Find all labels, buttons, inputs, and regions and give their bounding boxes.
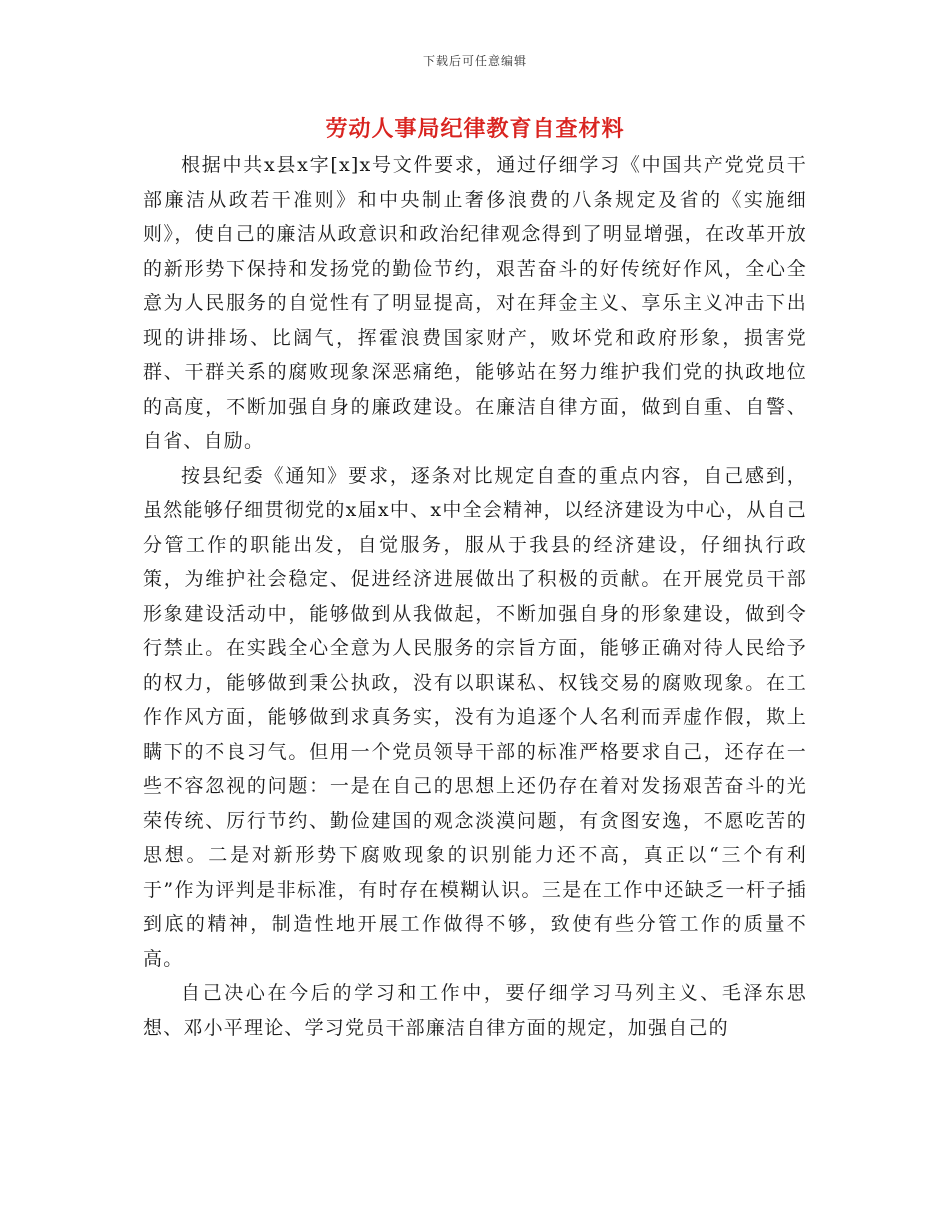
paragraph: 自己决心在今后的学习和工作中，要仔细学习马列主义、毛泽东思想、邓小平理论、学习党员干部廉洁自律方面的规定，加强自己的 <box>143 982 807 1039</box>
document-body <box>143 148 807 1045</box>
paragraph: 按县纪委《通知》要求，逐条对比规定自查的重点内容，自己感到，虽然能够仔细贯彻党的x届x中、x中全会精神，以经济建设为中心，从自己分管工作的职能出发，自觉服务，服从于我县的经济建设，仔细执行政策，为维护社会稳定、促进经济进展做出了积极的贡献。在开展党员干部形象建设活动中，能够做到从我做起，不断加强自身的形象建设，做到令行禁止。在实践全心全意为人民服务的宗旨方面，能够正确对待人民给予的权力，能够做到秉公执政，没有以职谋私、权钱交易的腐败现象。在工作作风方面，能够做到求真务实，没有为追逐个人名利而弄虚作假，欺上瞒下的不良习气。但用一个党员领导干部的标准严格要求自己，还存在一些不容忽视的问题：一是在自己的思想上还仍存在着对发扬艰苦奋斗的光荣传统、厉行节约、勤俭建国的观念淡漠问题，有贪图安逸，不愿吃苦的思想。二是对新形势下腐败现象的识别能力还不高，真正以“三个有利于”作为评判是非标准，有时存在模糊认识。三是在工作中还缺乏一杆子插到底的精神，制造性地开展工作做得不够，致使有些分管工作的质量不高。 <box>143 464 807 970</box>
document-title: 劳动人事局纪律教育自查材料 <box>325 116 625 142</box>
paragraph: 根据中共x县x字[x]x号文件要求，通过仔细学习《中国共产党党员干部廉洁从政若干准则》和中央制止奢侈浪费的八条规定及省的《实施细则》，使自己的廉洁从政意识和政治纪律观念得到了明显增强，在改革开放的新形势下保持和发扬党的勤俭节约，艰苦奋斗的好传统好作风，全心全意为人民服务的自觉性有了明显提高，对在拜金主义、享乐主义冲击下出现的讲排场、比阔气，挥霍浪费国家财产，败坏党和政府形象，损害党群、干群关系的腐败现象深恶痛绝，能够站在努力维护我们党的执政地位的高度，不断加强自身的廉政建设。在廉洁自律方面，做到自重、自警、自省、自励。 <box>143 154 807 452</box>
page-header: 下载后可任意编辑 <box>422 54 527 68</box>
